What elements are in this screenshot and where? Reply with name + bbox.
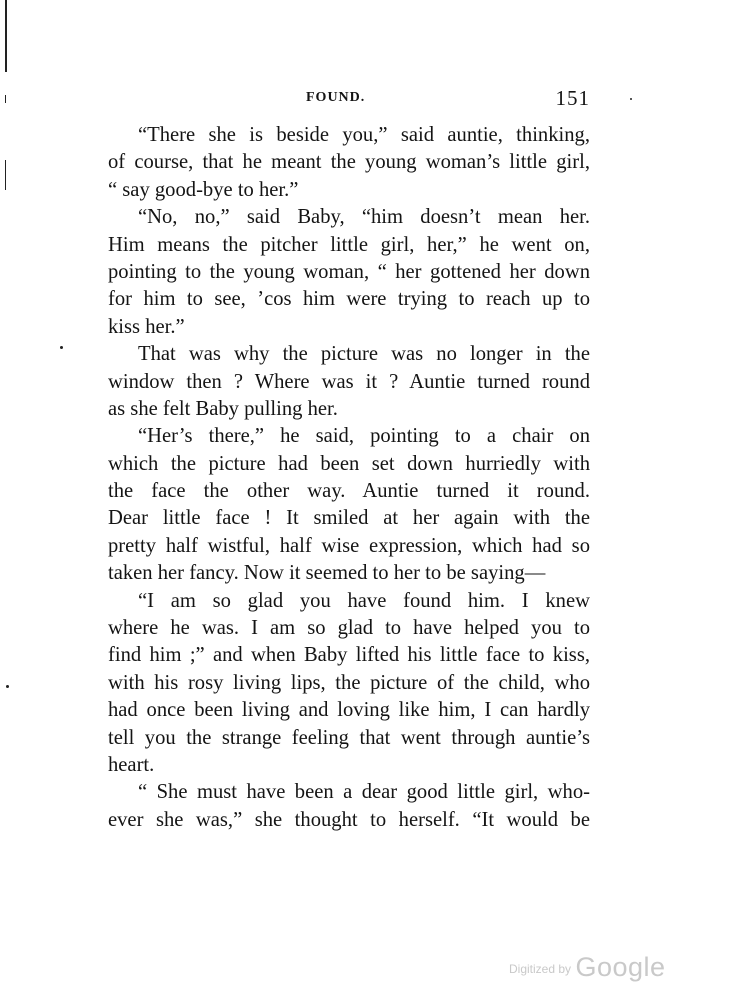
text-line: heart. [108,753,155,776]
text-line: “ She must have been a dear good little girl, who- [138,781,590,804]
scan-speck [630,98,632,100]
text-line: tell you the strange feeling that went through auntie’s [108,726,590,749]
text-line: of course, that he meant the young woman’s little girl, [108,151,590,174]
text-line: had once been living and loving like him, I can hardly [108,699,590,722]
text-line: That was why the picture was no longer in the [138,343,590,366]
page-header [108,86,590,116]
text-line: taken her fancy. Now it seemed to her to be saying— [108,562,546,585]
page-number: 151 [555,86,590,110]
text-line: with his rosy living lips, the picture of the child, who [108,671,590,694]
text-line: pointing to the young woman, “ her gottened her down [108,260,590,283]
text-line: “I am so glad you have found him. I knew [138,589,590,612]
scan-edge-mark [5,160,6,190]
text-line: “No, no,” said Baby, “him doesn’t mean her. [138,206,590,229]
body-text [108,122,590,834]
scan-speck [60,346,63,349]
text-line: as she felt Baby pulling her. [108,397,338,420]
text-line: which the picture had been set down hurriedly with [108,452,590,475]
watermark-brand: Google [575,952,666,982]
scan-edge-line [5,0,7,72]
text-line: Dear little face ! It smiled at her again with the [108,507,590,530]
text-line: kiss her.” [108,315,185,338]
text-line: “There she is beside you,” said auntie, thinking, [138,124,590,146]
watermark-prefix: Digitized by [509,962,572,976]
text-line: Him means the pitcher little girl, her,” he went on, [108,233,590,256]
text-line: “Her’s there,” he said, pointing to a chair on [138,425,590,448]
text-line: for him to see, ’cos him were trying to reach up to [108,288,590,311]
text-line: where he was. I am so glad to have helped you to [108,617,590,640]
digitized-by-watermark [509,952,666,983]
scan-speck [6,685,9,688]
text-line: window then ? Where was it ? Auntie turned round [108,370,590,393]
text-line: “ say good-bye to her.” [108,178,299,201]
text-line: find him ;” and when Baby lifted his little face to kiss, [108,644,590,667]
running-title: FOUND. [306,90,366,105]
text-line: pretty half wistful, half wise expression, which had so [108,534,590,557]
scan-edge-mark [5,95,6,103]
text-line: ever she was,” she thought to herself. “It would be [108,808,590,831]
text-line: the face the other way. Auntie turned it round. [108,480,590,503]
